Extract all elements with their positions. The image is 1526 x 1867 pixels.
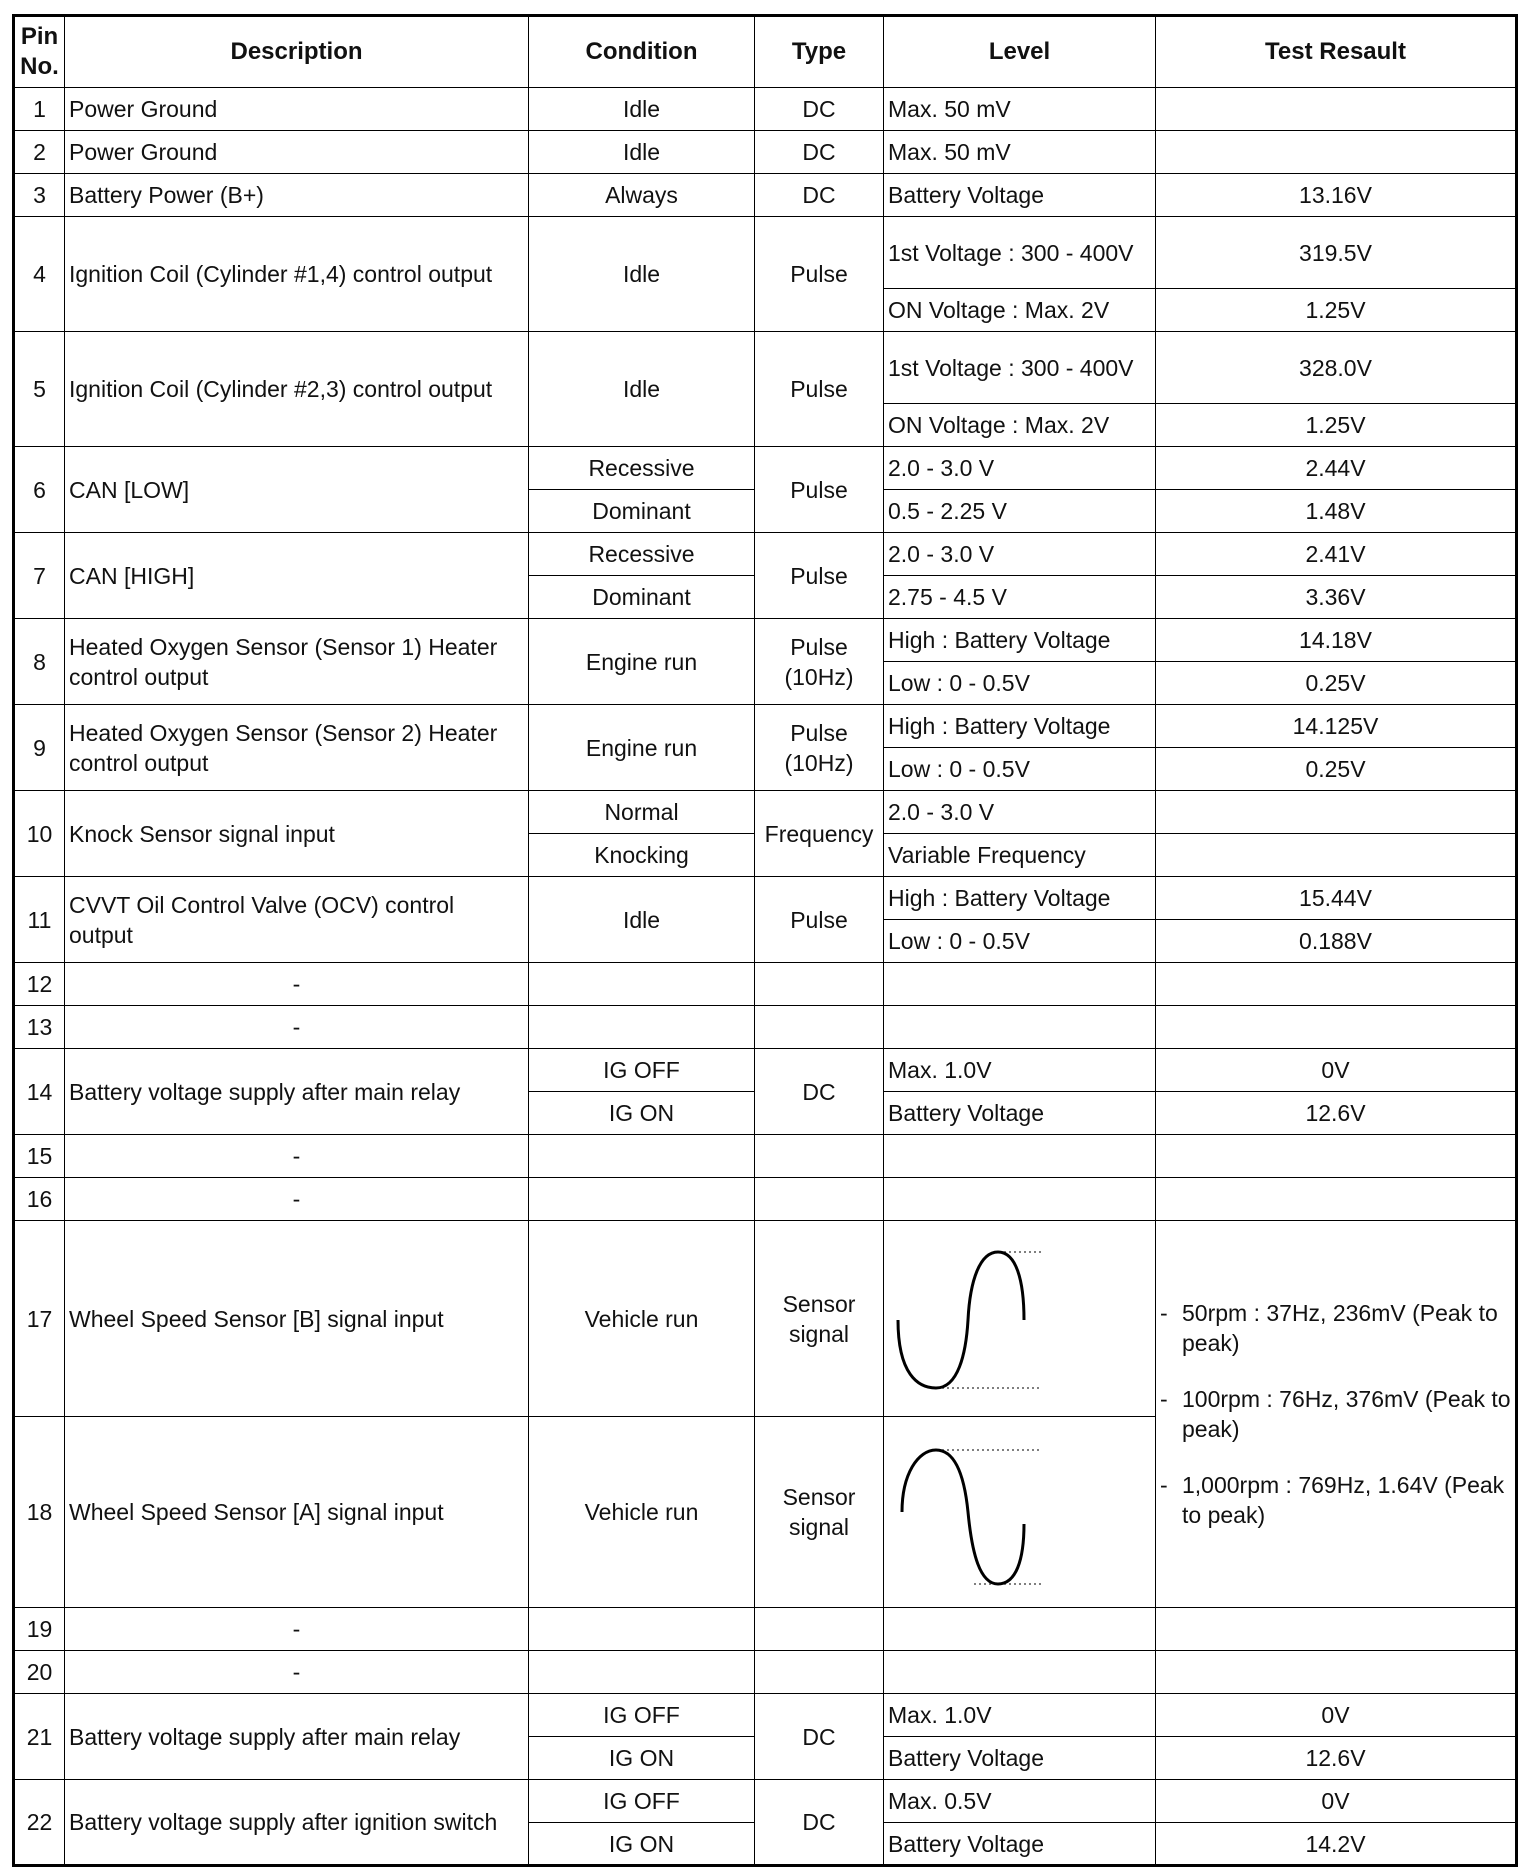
type: Pulse (10Hz) <box>755 619 884 705</box>
test-result <box>1156 1608 1517 1651</box>
type: Pulse (10Hz) <box>755 705 884 791</box>
condition: IG ON <box>529 1737 755 1780</box>
pin-number: 12 <box>14 963 65 1006</box>
type <box>755 963 884 1006</box>
level: Variable Frequency <box>884 834 1156 877</box>
pin-number: 15 <box>14 1135 65 1178</box>
type: DC <box>755 131 884 174</box>
test-note <box>1160 1470 1511 1530</box>
type <box>755 1006 884 1049</box>
table-row <box>14 1608 1517 1651</box>
condition: IG ON <box>529 1092 755 1135</box>
type <box>755 1651 884 1694</box>
level: Battery Voltage <box>884 1823 1156 1866</box>
condition: Idle <box>529 217 755 332</box>
level <box>884 1135 1156 1178</box>
condition: Normal <box>529 791 755 834</box>
condition: Knocking <box>529 834 755 877</box>
condition: Recessive <box>529 447 755 490</box>
level: Max. 0.5V <box>884 1780 1156 1823</box>
test-result: 2.41V <box>1156 533 1517 576</box>
header-type: Type <box>755 16 884 88</box>
pin-number: 20 <box>14 1651 65 1694</box>
level <box>884 1608 1156 1651</box>
type: Frequency <box>755 791 884 877</box>
test-note <box>1160 1298 1511 1358</box>
test-result: 0V <box>1156 1694 1517 1737</box>
level: Low : 0 - 0.5V <box>884 920 1156 963</box>
table-row <box>14 1178 1517 1221</box>
test-result: 2.44V <box>1156 447 1517 490</box>
table-row <box>14 1694 1517 1737</box>
header-row <box>14 16 1517 88</box>
waveform-b-graphic <box>884 1224 1155 1414</box>
pin-number: 6 <box>14 447 65 533</box>
type <box>755 1135 884 1178</box>
table-row <box>14 88 1517 131</box>
note-text: 50rpm : 37Hz, 236mV (Peak to peak) <box>1182 1300 1498 1356</box>
type: Pulse <box>755 332 884 447</box>
test-result: 1.25V <box>1156 404 1517 447</box>
level: 0.5 - 2.25 V <box>884 490 1156 533</box>
test-result <box>1156 1135 1517 1178</box>
note-dash: - <box>1160 1300 1168 1326</box>
table-row <box>14 217 1517 289</box>
table-row <box>14 1135 1517 1178</box>
table-row <box>14 705 1517 748</box>
pin-number: 9 <box>14 705 65 791</box>
pin-spec-sheet <box>12 14 1518 1867</box>
test-result: 0.188V <box>1156 920 1517 963</box>
table-row <box>14 1221 1517 1417</box>
level: Battery Voltage <box>884 174 1156 217</box>
description: Power Ground <box>65 88 529 131</box>
description: Ignition Coil (Cylinder #1,4) control output <box>65 217 529 332</box>
note-dash: - <box>1160 1386 1168 1412</box>
test-result: 15.44V <box>1156 877 1517 920</box>
type: Pulse <box>755 533 884 619</box>
test-result: 0.25V <box>1156 748 1517 791</box>
level: High : Battery Voltage <box>884 619 1156 662</box>
pin-number: 1 <box>14 88 65 131</box>
level <box>884 1006 1156 1049</box>
level <box>884 963 1156 1006</box>
pin-number: 14 <box>14 1049 65 1135</box>
note-text: 100rpm : 76Hz, 376mV (Peak to peak) <box>1182 1386 1511 1442</box>
level: Low : 0 - 0.5V <box>884 748 1156 791</box>
type: DC <box>755 1049 884 1135</box>
condition <box>529 1651 755 1694</box>
type: Sensor signal <box>755 1417 884 1608</box>
condition: Recessive <box>529 533 755 576</box>
condition: IG OFF <box>529 1780 755 1823</box>
pin-number: 22 <box>14 1780 65 1866</box>
table-row <box>14 619 1517 662</box>
description: Battery voltage supply after main relay <box>65 1694 529 1780</box>
test-result: 319.5V <box>1156 217 1517 289</box>
test-result: 14.2V <box>1156 1823 1517 1866</box>
type <box>755 1178 884 1221</box>
test-result: 12.6V <box>1156 1092 1517 1135</box>
pin-number: 17 <box>14 1221 65 1417</box>
condition: Idle <box>529 131 755 174</box>
test-result: 3.36V <box>1156 576 1517 619</box>
table-row <box>14 174 1517 217</box>
pin-number: 3 <box>14 174 65 217</box>
type: Pulse <box>755 217 884 332</box>
table-row <box>14 1651 1517 1694</box>
description: - <box>65 1651 529 1694</box>
type <box>755 1608 884 1651</box>
test-result <box>1156 1651 1517 1694</box>
header-level: Level <box>884 16 1156 88</box>
level: Battery Voltage <box>884 1737 1156 1780</box>
test-result: 0V <box>1156 1780 1517 1823</box>
level: Max. 50 mV <box>884 131 1156 174</box>
description: CAN [HIGH] <box>65 533 529 619</box>
note-text: 1,000rpm : 769Hz, 1.64V (Peak to peak) <box>1182 1472 1505 1528</box>
description: Power Ground <box>65 131 529 174</box>
condition: IG OFF <box>529 1694 755 1737</box>
type: DC <box>755 88 884 131</box>
description: CAN [LOW] <box>65 447 529 533</box>
test-result: 328.0V <box>1156 332 1517 404</box>
description: - <box>65 1178 529 1221</box>
description: Ignition Coil (Cylinder #2,3) control output <box>65 332 529 447</box>
table-row <box>14 131 1517 174</box>
pin-number: 19 <box>14 1608 65 1651</box>
test-result: 1.25V <box>1156 289 1517 332</box>
level: Low : 0 - 0.5V <box>884 662 1156 705</box>
description: - <box>65 1006 529 1049</box>
test-result <box>1156 88 1517 131</box>
description: - <box>65 1608 529 1651</box>
type: DC <box>755 174 884 217</box>
pin-number: 21 <box>14 1694 65 1780</box>
condition <box>529 1135 755 1178</box>
condition <box>529 1006 755 1049</box>
pin-number: 4 <box>14 217 65 332</box>
test-result <box>1156 1178 1517 1221</box>
wheel-speed-test-results <box>1156 1221 1517 1608</box>
test-result <box>1156 963 1517 1006</box>
type: Sensor signal <box>755 1221 884 1417</box>
level: High : Battery Voltage <box>884 705 1156 748</box>
header-condition: Condition <box>529 16 755 88</box>
header-description: Description <box>65 16 529 88</box>
test-result: 13.16V <box>1156 174 1517 217</box>
type: DC <box>755 1780 884 1866</box>
test-result: 0V <box>1156 1049 1517 1092</box>
test-result <box>1156 791 1517 834</box>
test-result <box>1156 131 1517 174</box>
test-result <box>1156 834 1517 877</box>
pin-number: 16 <box>14 1178 65 1221</box>
test-result: 0.25V <box>1156 662 1517 705</box>
condition: Always <box>529 174 755 217</box>
test-result: 14.18V <box>1156 619 1517 662</box>
condition: Engine run <box>529 619 755 705</box>
description: Heated Oxygen Sensor (Sensor 2) Heater control output <box>65 705 529 791</box>
test-note <box>1160 1384 1511 1444</box>
description: Battery voltage supply after main relay <box>65 1049 529 1135</box>
description: Wheel Speed Sensor [A] signal input <box>65 1417 529 1608</box>
level: ON Voltage : Max. 2V <box>884 289 1156 332</box>
level <box>884 1651 1156 1694</box>
level <box>884 1178 1156 1221</box>
pin-number: 11 <box>14 877 65 963</box>
level: 2.0 - 3.0 V <box>884 533 1156 576</box>
description: CVVT Oil Control Valve (OCV) control output <box>65 877 529 963</box>
pin-number: 13 <box>14 1006 65 1049</box>
table-row <box>14 1780 1517 1823</box>
level: Max. 1.0V <box>884 1694 1156 1737</box>
table-row <box>14 791 1517 834</box>
pin-number: 8 <box>14 619 65 705</box>
condition: Engine run <box>529 705 755 791</box>
condition: Vehicle run <box>529 1417 755 1608</box>
condition: Vehicle run <box>529 1221 755 1417</box>
table-row <box>14 1049 1517 1092</box>
test-result <box>1156 1006 1517 1049</box>
level: 2.75 - 4.5 V <box>884 576 1156 619</box>
waveform-cell-b <box>884 1221 1156 1417</box>
condition: IG OFF <box>529 1049 755 1092</box>
pin-number: 10 <box>14 791 65 877</box>
header-pin: Pin No. <box>14 16 65 88</box>
level: 2.0 - 3.0 V <box>884 791 1156 834</box>
description: - <box>65 963 529 1006</box>
description: Knock Sensor signal input <box>65 791 529 877</box>
type: DC <box>755 1694 884 1780</box>
description: Battery voltage supply after ignition switch <box>65 1780 529 1866</box>
header-test-result: Test Resault <box>1156 16 1517 88</box>
level: Max. 50 mV <box>884 88 1156 131</box>
description: Heated Oxygen Sensor (Sensor 1) Heater control output <box>65 619 529 705</box>
description: Battery Power (B+) <box>65 174 529 217</box>
level: Battery Voltage <box>884 1092 1156 1135</box>
condition <box>529 963 755 1006</box>
pin-number: 7 <box>14 533 65 619</box>
note-dash: - <box>1160 1472 1168 1498</box>
condition: Idle <box>529 877 755 963</box>
pin-number: 5 <box>14 332 65 447</box>
condition: Idle <box>529 88 755 131</box>
level: 1st Voltage : 300 - 400V <box>884 217 1156 289</box>
description: - <box>65 1135 529 1178</box>
level: 1st Voltage : 300 - 400V <box>884 332 1156 404</box>
test-result: 12.6V <box>1156 1737 1517 1780</box>
level: High : Battery Voltage <box>884 877 1156 920</box>
table-row <box>14 447 1517 490</box>
type: Pulse <box>755 877 884 963</box>
table-row <box>14 1006 1517 1049</box>
test-result: 14.125V <box>1156 705 1517 748</box>
condition <box>529 1178 755 1221</box>
table-row <box>14 877 1517 920</box>
condition: Dominant <box>529 576 755 619</box>
condition: Dominant <box>529 490 755 533</box>
condition <box>529 1608 755 1651</box>
level: Max. 1.0V <box>884 1049 1156 1092</box>
pin-table <box>12 14 1518 1867</box>
table-row <box>14 533 1517 576</box>
level: 2.0 - 3.0 V <box>884 447 1156 490</box>
waveform-a-graphic <box>884 1420 1155 1605</box>
pin-number: 18 <box>14 1417 65 1608</box>
table-row <box>14 963 1517 1006</box>
type: Pulse <box>755 447 884 533</box>
waveform-cell-a <box>884 1417 1156 1608</box>
level: ON Voltage : Max. 2V <box>884 404 1156 447</box>
pin-number: 2 <box>14 131 65 174</box>
description: Wheel Speed Sensor [B] signal input <box>65 1221 529 1417</box>
condition: Idle <box>529 332 755 447</box>
table-row <box>14 332 1517 404</box>
test-result: 1.48V <box>1156 490 1517 533</box>
condition: IG ON <box>529 1823 755 1866</box>
